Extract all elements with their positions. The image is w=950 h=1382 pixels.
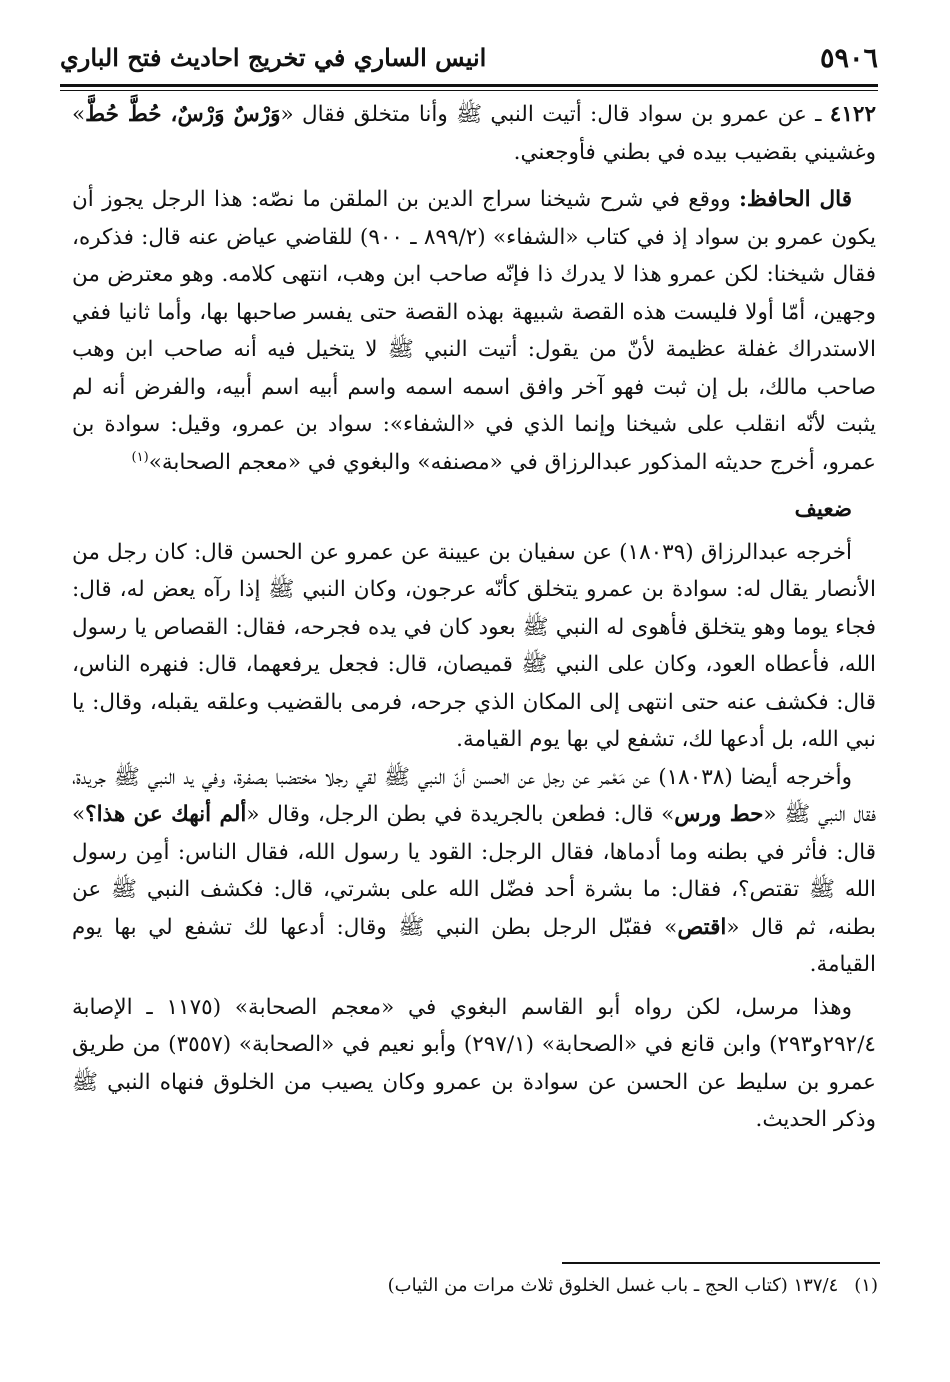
hadith-text-after: » وغشيني بقضيب بيده في بطني فأوجعني. [72, 102, 876, 165]
takhrij-paragraph-2 [72, 759, 876, 984]
hadith-quote: وَرْسٌ وَرْسٌ، حُطَّ حُطَّ [85, 102, 281, 127]
takhrij-2-bold1: حط ورس [674, 802, 764, 827]
takhrij-2-bold2: ألم أنهك عن هذا؟ [85, 802, 247, 827]
takhrij-2-bold3: اقتص [677, 914, 727, 940]
page-number: ٥٩٠٦ [819, 43, 878, 74]
running-title: انيس الساري في تخريج احاديث فتح الباري [60, 43, 487, 72]
takhrij-paragraph-3: وهذا مرسل، لكن رواه أبو القاسم البغوي في «معجم الصحابة» (١١٧٥ ـ الإصابة ٢٩٢/٤و٢٩٣) وابن قانع في «الصحابة» (٢٩٧/١) وأبو نعيم في «الصحابة» (٣٥٥٧) من طريق عمرو بن سليط عن الحسن عن سوادة بن عمرو وكان يصيب من الخلوق فنهاه النبي ﷺ وذكر الحديث. [72, 994, 876, 1132]
footnote-marker: (١) [854, 1275, 878, 1296]
footnote-text: ١٣٧/٤ (كتاب الحج ـ باب غسل الخلوق ثلاث مرات من الثياب) [387, 1275, 839, 1296]
page-header [60, 28, 878, 80]
hafiz-text: ووقع في شرح شيخنا سراج الدين بن الملقن ما نصّه: هذا الرجل يجوز أن يكون عمرو بن سواد إذ في كتاب «الشفاء» (٨٩٩/٢ ـ ٩٠٠) للقاضي عياض عنه قال: فذكره، فقال شيخنا: لكن عمرو هذا لا يدرك ذا فإنّه صاحب ابن وهب، انتهى كلامه. وهو معترض من وجهين، أمّا أولا فليست هذه القصة شبيهة بهذه القصة حتى يفسر صاحبها بها، وأما ثانيا ففي الاستدراك غفلة عظيمة لأنّ من يقول: أتيت النبي ﷺ لا يتخيل فيه أنه صاحب ابن وهب صاحب مالك، بل إن ثبت فهو آخر وافق اسمه اسمه واسم أبيه اسم أبيه، والفرض أنه لم يثبت لأنّه انقلب على شيخنا وإنما الذي في «الشفاء»: سواد بن عمرو، وقيل: سوادة بن عمرو، أخرج حديثه المذكور عبدالرزاق في «مصنفه» والبغوي في «معجم الصحابة» [72, 187, 876, 475]
takhrij-2-part2: » قال: فطعن بالجريدة في بطن الرجل، وقال « [246, 802, 675, 827]
footnote-reference: (١) [131, 449, 149, 465]
takhrij-2-part4: » فقبّل الرجل بطن النبي ﷺ وقال: أدعها لك تشفع لي بها يوم القيامة. [72, 914, 876, 977]
hadith-text-before: ـ عن عمرو بن سواد قال: أتيت النبي ﷺ وأنا متخلق فقال « [280, 102, 822, 127]
hadith-paragraph [72, 96, 876, 171]
grade-heading: ضعيف [794, 497, 852, 522]
footnote [72, 1272, 878, 1300]
footnote-rule [562, 1262, 880, 1264]
hafiz-label: قال الحافظ: [739, 187, 852, 212]
takhrij-paragraph-1: أخرجه عبدالرزاق (١٨٠٣٩) عن سفيان بن عيينة عن عمرو عن الحسن قال: كان رجل من الأنصار يقال له: سوادة بن عمرو يتخلق كأنّه عرجون، وكان النبي ﷺ إذا رآه يعض له، قال: فجاء يوما وهو يتخلق فأهوى له النبي ﷺ بعود كان في يده فجرحه، فقال: القصاص يا رسول الله، فأعطاه العود، وكان على النبي ﷺ قميصان، قال: فجعل يرفعهما، قال: فنهره الناس، قال: فكشف عنه حتى انتهى إلى المكان الذي جرحه، فرمى بالقضيب وعلقه يقبله، وقال: يا نبي الله، بل أدعها لك، تشفع لي بها يوم القيامة. [72, 539, 876, 752]
page-body [72, 96, 876, 1139]
hadith-number: ٤١٢٢ [829, 102, 876, 127]
takhrij-2-part1: وأخرجه أيضا (١٨٠٣٨) عن مَعْمر عن رجل عن الحسن أنّ النبي ﷺ لقي رجلا مختضبا بصفرة، وفي يد النبي ﷺ جريدة، فقال النبي ﷺ « [72, 764, 876, 827]
header-rule [60, 84, 878, 91]
takhrij-2-part3: » قال: فأثر في بطنه وما أدماها، فقال الرجل: القود يا رسول الله، فقال الناس: أمِن رسول الله ﷺ تقتص؟، فقال: ما بشرة أحد فضّل الله على بشرتي، قال: فكشف النبي ﷺ عن بطنه، ثم قال « [72, 802, 877, 940]
hafiz-paragraph [72, 181, 876, 481]
